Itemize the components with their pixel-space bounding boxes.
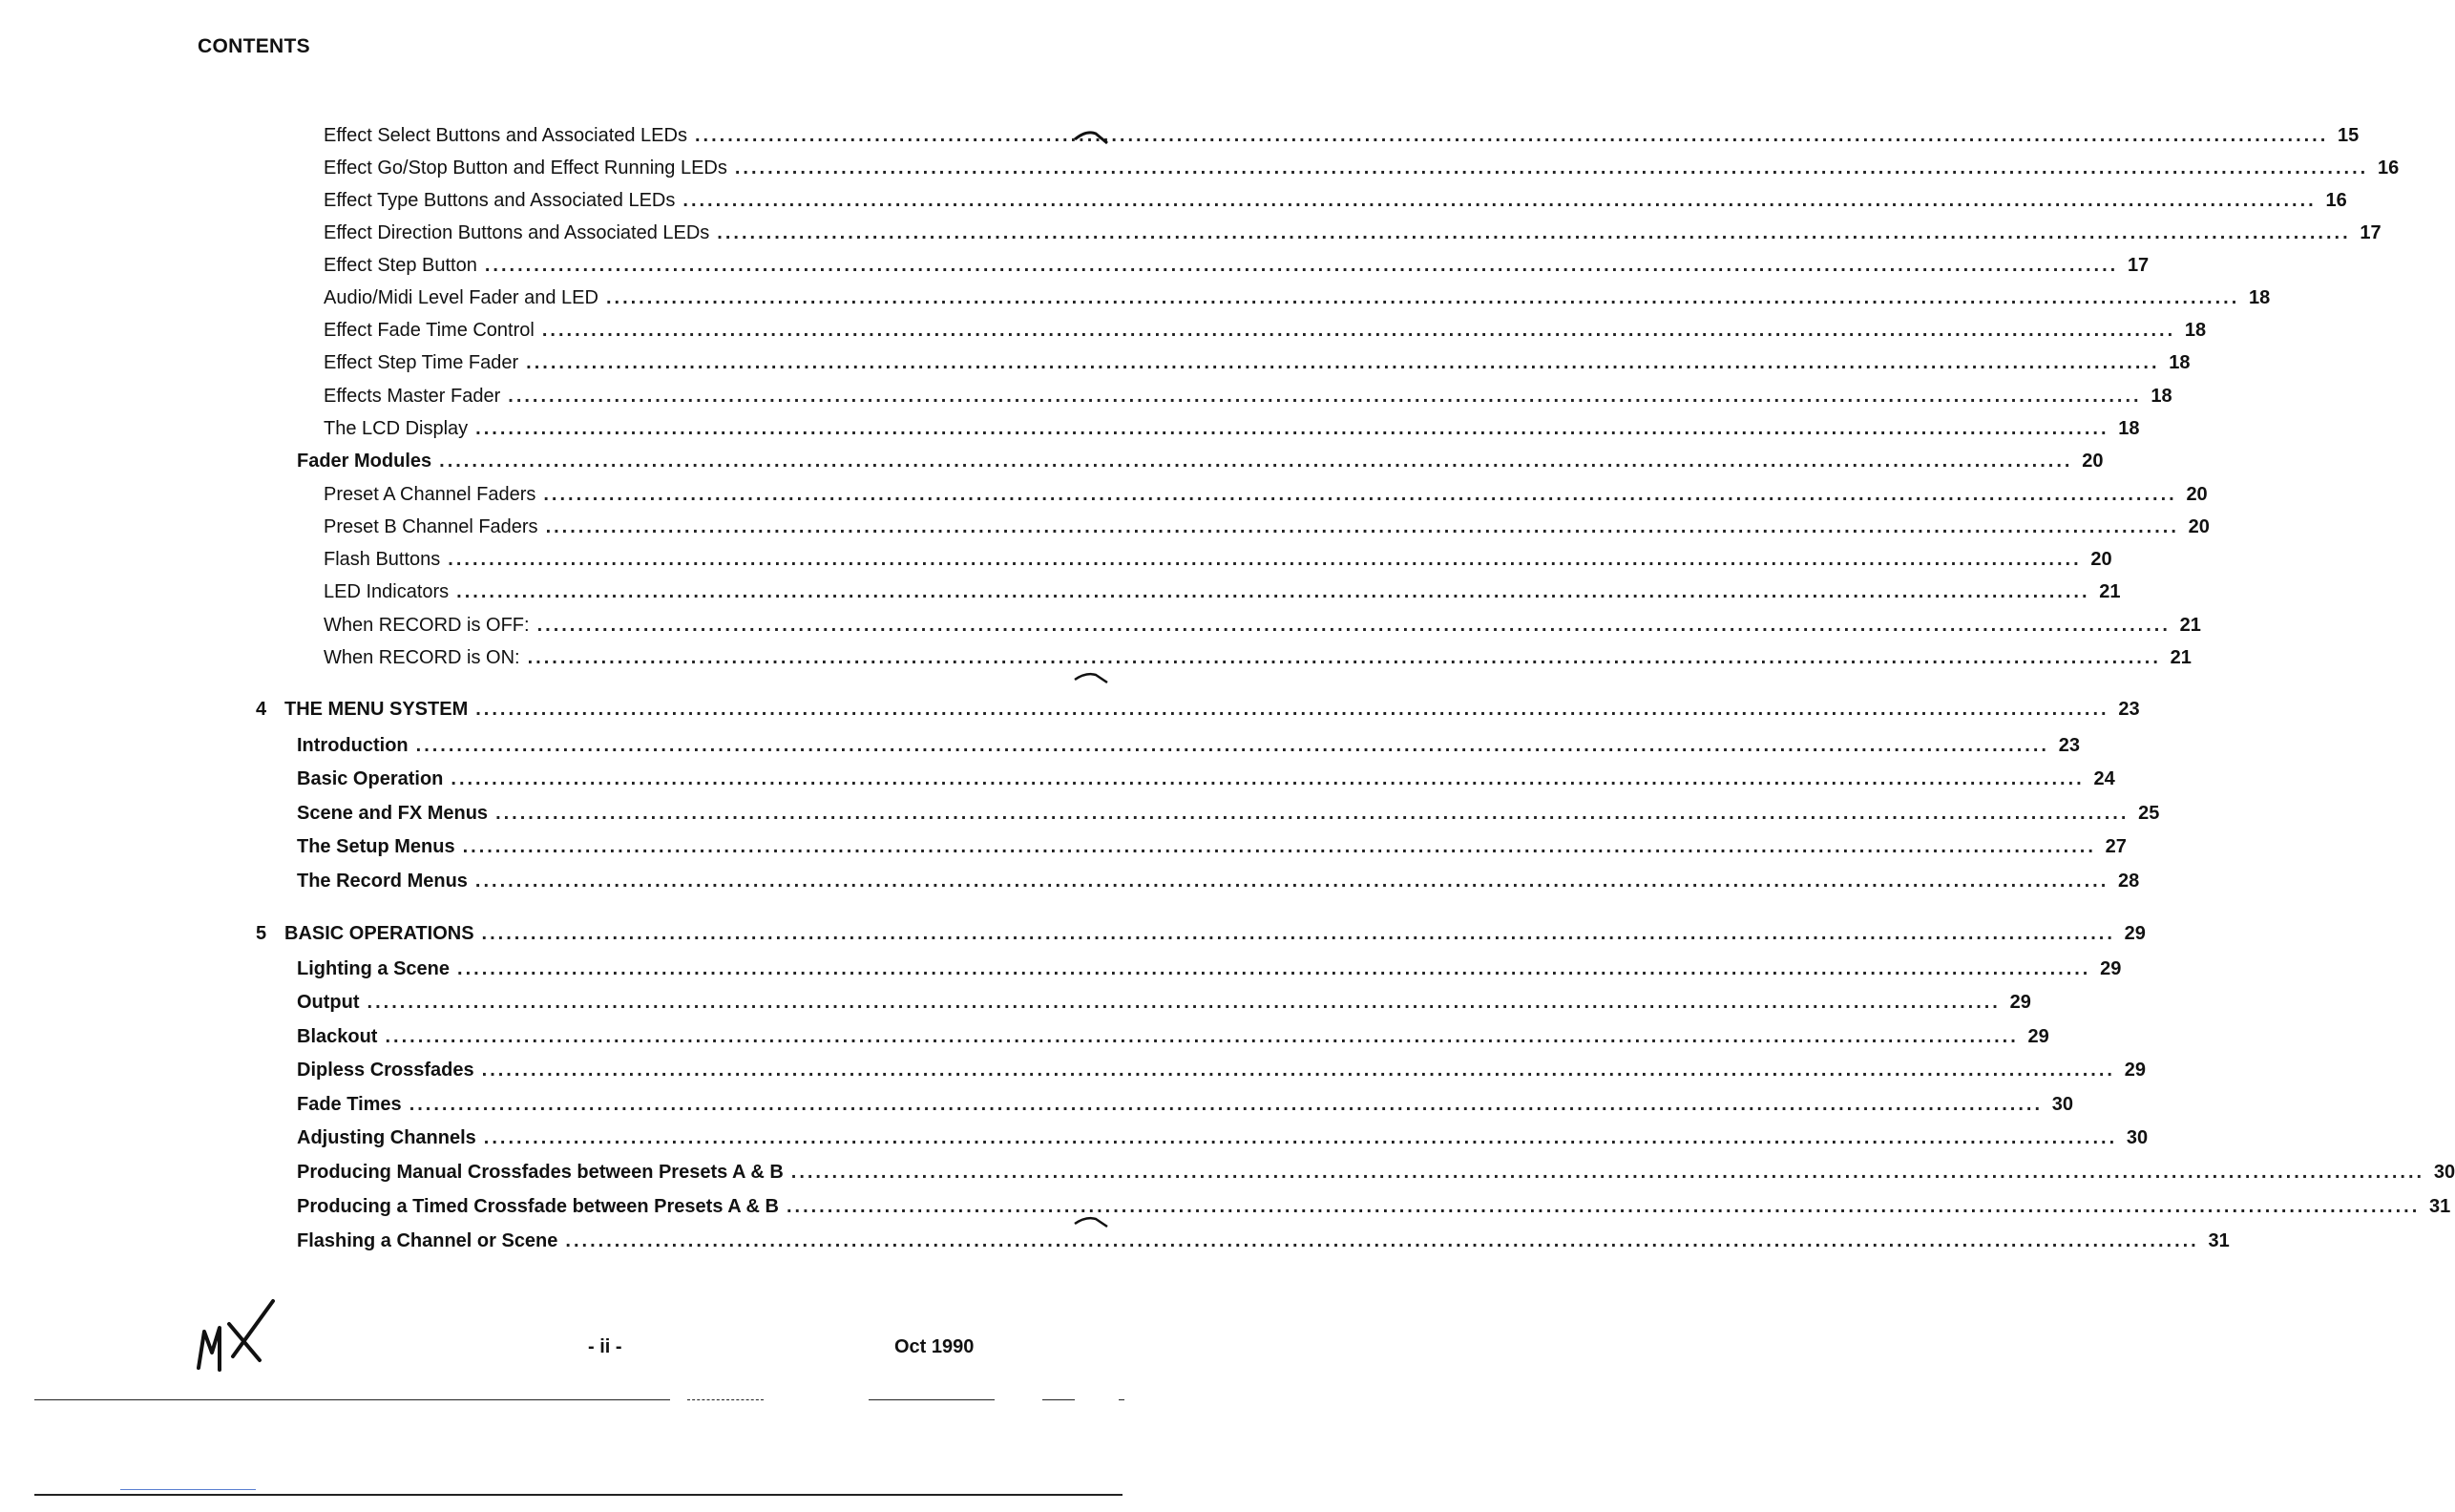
toc-page-number: 30	[2126, 1126, 2149, 1148]
dot-leader: ........................................................................................................................................................................................................	[527, 646, 2161, 668]
toc-entry	[297, 956, 2122, 982]
page-title: CONTENTS	[198, 35, 310, 57]
toc-entry	[324, 612, 2201, 639]
dot-leader: ........................................................................................................................................................................................................	[451, 767, 2085, 789]
scan-mark	[1073, 670, 1111, 685]
toc-title: Effect Select Buttons and Associated LEDs	[324, 124, 687, 146]
toc-title: Flashing a Channel or Scene	[297, 1229, 558, 1251]
toc-page-number: 18	[2151, 385, 2172, 407]
toc-title: BASIC OPERATIONS	[284, 922, 474, 944]
toc-entry	[297, 1057, 2146, 1083]
toc-entry	[324, 578, 2121, 605]
dot-leader: ........................................................................................................................................................................................................	[545, 515, 2179, 537]
toc-page-number: 21	[2099, 580, 2121, 602]
toc-entry	[297, 800, 2160, 827]
dot-leader: ........................................................................................................................................................................................................	[367, 991, 2001, 1013]
toc-page-number: 30	[2051, 1093, 2074, 1115]
toc-page-number: 23	[2118, 698, 2140, 720]
toc-page-number: 23	[2058, 734, 2080, 756]
toc-entry	[297, 1023, 2049, 1050]
toc-page-number: 21	[2170, 646, 2192, 668]
dot-leader: ........................................................................................................................................................................................................	[526, 351, 2160, 373]
toc-page-number: 28	[2118, 870, 2140, 892]
toc-title: Blackout	[297, 1025, 378, 1047]
toc-title: Effect Go/Stop Button and Effect Running LEDs	[324, 157, 727, 178]
mx-logo	[191, 1293, 282, 1375]
toc-title: The Record Menus	[297, 870, 468, 892]
dot-leader: ........................................................................................................................................................................................................	[682, 189, 2317, 211]
dot-leader: ........................................................................................................................................................................................................	[483, 1126, 2118, 1148]
toc-title: Producing Manual Crossfades between Presets A & B	[297, 1161, 784, 1183]
dot-leader: ........................................................................................................................................................................................................	[605, 286, 2240, 308]
toc-entry	[324, 644, 2192, 671]
dot-leader: ........................................................................................................................................................................................................	[448, 548, 2082, 570]
dot-leader: ........................................................................................................................................................................................................	[790, 1161, 2425, 1183]
toc-entry	[324, 415, 2140, 442]
toc-page-number: 31	[2208, 1229, 2230, 1251]
page-number: - ii -	[588, 1336, 622, 1357]
scan-rule	[34, 1494, 1123, 1496]
toc-entry	[324, 546, 2112, 573]
toc-title: Effect Step Time Fader	[324, 351, 519, 373]
toc-title: Fader Modules	[297, 450, 432, 472]
toc-title: Preset A Channel Faders	[324, 483, 536, 505]
toc-title: The Setup Menus	[297, 835, 455, 857]
toc-page-number: 27	[2105, 835, 2127, 857]
toc-title: Preset B Channel Faders	[324, 515, 538, 537]
scan-rule	[869, 1399, 995, 1400]
dot-leader: ........................................................................................................................................................................................................	[409, 1093, 2044, 1115]
dot-leader: ........................................................................................................................................................................................................	[481, 922, 2115, 944]
toc-page-number: 18	[2169, 351, 2191, 373]
toc-page-number: 17	[2360, 221, 2382, 243]
dot-leader: ........................................................................................................................................................................................................	[475, 417, 2109, 439]
toc-page-number: 16	[2377, 157, 2400, 178]
scan-mark	[1073, 1214, 1111, 1229]
toc-title: THE MENU SYSTEM	[284, 698, 469, 720]
toc-page-number: 18	[2249, 286, 2271, 308]
toc-page-number: 29	[2124, 1059, 2146, 1081]
toc-page-number: 29	[2124, 922, 2146, 944]
footer-date: Oct 1990	[894, 1336, 975, 1357]
dot-leader: ........................................................................................................................................................................................................	[536, 614, 2171, 636]
toc-entry	[324, 481, 2208, 508]
toc-title: Output	[297, 991, 360, 1013]
toc-title: Audio/Midi Level Fader and LED	[324, 286, 598, 308]
chapter-number: 4	[256, 698, 267, 720]
toc-entry	[324, 187, 2347, 214]
toc-page-number: 29	[2009, 991, 2031, 1013]
toc-title: LED Indicators	[324, 580, 450, 602]
dot-leader: ........................................................................................................................................................................................................	[385, 1025, 2019, 1047]
dot-leader: ........................................................................................................................................................................................................	[462, 835, 2096, 857]
scan-rule	[1042, 1399, 1075, 1400]
toc-title: When RECORD is ON:	[324, 646, 520, 668]
toc-title: Scene and FX Menus	[297, 802, 489, 824]
toc-entry	[297, 1124, 2149, 1151]
dot-leader: ........................................................................................................................................................................................................	[481, 1059, 2115, 1081]
toc-page-number: 15	[2338, 124, 2360, 146]
dot-leader: ........................................................................................................................................................................................................	[508, 385, 2142, 407]
toc-title: Effect Fade Time Control	[324, 319, 535, 341]
toc-entry	[297, 1091, 2074, 1118]
toc-title: Effects Master Fader	[324, 385, 501, 407]
toc-title: Basic Operation	[297, 767, 444, 789]
toc-title: Adjusting Channels	[297, 1126, 476, 1148]
toc-title: Fade Times	[297, 1093, 402, 1115]
toc-entry	[324, 252, 2150, 279]
toc-entry	[324, 155, 2400, 181]
dot-leader: ........................................................................................................................................................................................................	[484, 254, 2119, 276]
chapter-number: 5	[256, 922, 267, 944]
toc-entry	[297, 868, 2140, 894]
toc-entry	[324, 514, 2210, 540]
scan-rule	[120, 1489, 256, 1490]
toc-page-number: 18	[2118, 417, 2140, 439]
toc-page-number: 29	[2100, 957, 2122, 979]
toc-title: Effect Direction Buttons and Associated LEDs	[324, 221, 710, 243]
scan-mark	[1073, 128, 1111, 145]
toc-entry	[297, 833, 2127, 860]
toc-page-number: 30	[2433, 1161, 2455, 1183]
toc-title: Flash Buttons	[324, 548, 441, 570]
toc-page-number: 20	[2188, 515, 2210, 537]
scan-rule	[1119, 1399, 1124, 1400]
dot-leader: ........................................................................................................................................................................................................	[543, 483, 2177, 505]
toc-page-number: 25	[2138, 802, 2160, 824]
toc-page-number: 16	[2325, 189, 2347, 211]
dot-leader: ........................................................................................................................................................................................................	[734, 157, 2369, 178]
dot-leader: ........................................................................................................................................................................................................	[694, 124, 2329, 146]
toc-entry	[324, 317, 2207, 344]
dot-leader: ........................................................................................................................................................................................................	[415, 734, 2049, 756]
toc-entry	[297, 1159, 2455, 1186]
toc-entry	[297, 448, 2104, 474]
toc-page-number: 31	[2429, 1195, 2451, 1217]
toc-title: Effect Type Buttons and Associated LEDs	[324, 189, 676, 211]
toc-entry	[297, 989, 2031, 1016]
toc-page-number: 29	[2027, 1025, 2049, 1047]
dot-leader: ........................................................................................................................................................................................................	[541, 319, 2176, 341]
toc-page-number: 20	[2090, 548, 2112, 570]
dot-leader: ........................................................................................................................................................................................................	[495, 802, 2130, 824]
toc-chapter	[256, 920, 2146, 947]
toc-title: Effect Step Button	[324, 254, 477, 276]
toc-title: When RECORD is OFF:	[324, 614, 530, 636]
dot-leader: ........................................................................................................................................................................................................	[786, 1195, 2421, 1217]
toc-title: Dipless Crossfades	[297, 1059, 474, 1081]
toc-title: Producing a Timed Crossfade between Presets A & B	[297, 1195, 779, 1217]
toc-page-number: 20	[2186, 483, 2208, 505]
dot-leader: ........................................................................................................................................................................................................	[565, 1229, 2199, 1251]
toc-title: Introduction	[297, 734, 409, 756]
toc-page-number: 17	[2127, 254, 2150, 276]
dot-leader: ........................................................................................................................................................................................................	[439, 450, 2073, 472]
dot-leader: ........................................................................................................................................................................................................	[475, 698, 2109, 720]
toc-entry	[324, 220, 2382, 246]
scan-rule	[34, 1399, 670, 1400]
toc-entry	[324, 122, 2360, 149]
toc-title: Lighting a Scene	[297, 957, 451, 979]
dot-leader: ........................................................................................................................................................................................................	[456, 580, 2090, 602]
toc-page-number: 20	[2082, 450, 2104, 472]
toc-entry	[297, 1228, 2230, 1254]
toc-page-number: 18	[2184, 319, 2207, 341]
dot-leader: ........................................................................................................................................................................................................	[474, 870, 2109, 892]
toc-page-number: 21	[2179, 614, 2201, 636]
toc-entry	[297, 732, 2080, 759]
dot-leader: ........................................................................................................................................................................................................	[717, 221, 2351, 243]
toc-entry	[297, 1193, 2451, 1220]
toc-title: The LCD Display	[324, 417, 469, 439]
dot-leader: ........................................................................................................................................................................................................	[457, 957, 2091, 979]
toc-page-number: 24	[2093, 767, 2115, 789]
toc-chapter	[256, 696, 2140, 723]
toc-entry	[324, 383, 2172, 410]
toc-entry	[297, 766, 2115, 792]
toc-entry	[324, 349, 2191, 376]
scan-rule	[687, 1399, 764, 1400]
toc-entry	[324, 284, 2271, 311]
